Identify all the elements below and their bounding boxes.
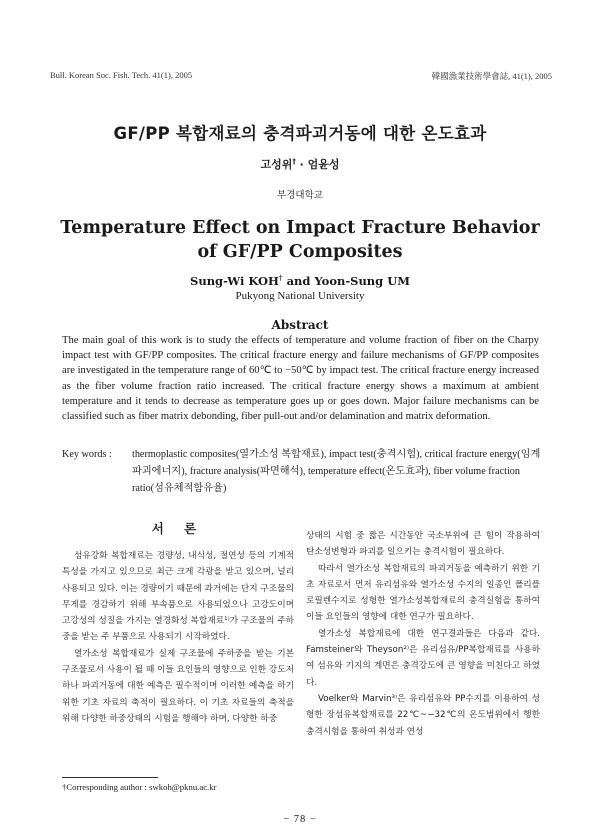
body-paragraph: 상태의 시험 중 짧은 시간동안 국소부위에 큰 힘이 작용하여 탄소성변형과 파괴를 일으키는 충격시험이 필요하다. bbox=[306, 531, 540, 558]
body-paragraph: Voelker와 Marvin³⁾은 유리섬유와 PP수지를 이용하여 성형한 장섬유복합재료를 22℃~−32℃의 온도범위에서 행한 충격시험을 통하여 취성과 연성 bbox=[306, 693, 540, 737]
section-heading-introduction: 서 론 bbox=[151, 521, 205, 536]
paper-title-english bbox=[0, 216, 600, 264]
body-paragraph: 따라서 열가소성 복합재료의 파괴거동을 예측하기 위한 기초 자료로서 먼저 유리섬유와 열가소성 수지의 일종인 폴리플로필렌수지로 성형한 열가소성복합재료의 충격실험을 통하여 이들 요인들의 영향에 대한 연구가 필요하다. bbox=[306, 563, 540, 623]
abstract-heading: Abstract bbox=[271, 318, 329, 332]
body-paragraph: 열가소성 복합재료에 대한 연구결과들은 다음과 같다. Famsteiner와 Theyson²⁾은 유리섬유/PP복합재료를 사용하여 섬유와 기지의 계면은 충격강도에 큰 영향을 미친다고 하였다. bbox=[306, 628, 540, 688]
author-name: Yoon-Sung UM bbox=[314, 274, 410, 288]
page-number: − 78 − bbox=[283, 814, 317, 825]
journal-citation-en: Bull. Korean Soc. Fish. Tech. 41(1), 2005 bbox=[50, 70, 193, 80]
affiliation-english: Pukyong National University bbox=[235, 290, 365, 302]
author-name: 엄윤성 bbox=[307, 158, 340, 171]
author-name: Sung-Wi KOH bbox=[190, 274, 279, 288]
authors-korean bbox=[0, 156, 600, 172]
running-header bbox=[50, 70, 552, 84]
title-line: of GF/PP Composites bbox=[197, 242, 403, 262]
keywords-text: thermoplastic composites(열가소성 복합재료), impact test(충격시험), critical fracture energy(임계파괴에너지), fracture analysis(파면해석), temperature effect(온도효과), fiber volume fraction ratio(섬유체적함유율) bbox=[132, 449, 541, 494]
keywords-block bbox=[62, 446, 542, 497]
body-column-left bbox=[62, 518, 294, 727]
body-column-right bbox=[306, 528, 540, 740]
keywords-label: Key words : bbox=[62, 449, 112, 460]
footnote-corresponding-author: †Corresponding author : swkoh@pknu.ac.kr bbox=[62, 782, 217, 792]
author-name: 고성위 bbox=[260, 158, 293, 171]
abstract-text: The main goal of this work is to study the effects of temperature and volume fraction of fiber on the Charpy impact test with GF/PP composites. The critical fracture energy and failure mechanisms of GF/PP composites are investigated in the temperature range of 60℃ to −50℃ by impact test. The critical fracture energy increased as the fiber volume fraction ratio increased. The critical fracture energy shows a maximum at ambient temperature and it tends to decrease as temperature goes up or goes down. Major failure mechanisms can be classified such as fiber matrix debonding, fiber pull-out and/or delamination and matrix deformation. bbox=[62, 335, 539, 423]
corresponding-mark: † bbox=[278, 273, 283, 283]
authors-english bbox=[0, 274, 600, 288]
author-separator: · bbox=[295, 158, 308, 171]
title-line: Temperature Effect on Impact Fracture Behavior bbox=[60, 218, 540, 238]
author-conjunction: and bbox=[282, 274, 315, 288]
body-paragraph: 섬유강화 복합재료는 경량성, 내식성, 절연성 등의 기계적 특성을 가지고 있으므로 최근 크게 각광을 받고 있으며, 널리 사용되고 있다. 이는 경량이기 때문에 과거에는 단지 구조물의 무게를 경감하기 위해 부속품으로 사용되었으나 고강도이며 고강성의 성질을 가지는 열경화성 복합재료¹⁾가 구조물의 주하중을 받는 주 부품으로 사용되기 시작하였다. bbox=[62, 551, 294, 643]
footnote-divider bbox=[62, 777, 158, 778]
corresponding-mark: † bbox=[292, 157, 296, 166]
affiliation-korean: 부경대학교 bbox=[277, 190, 323, 201]
journal-citation-ko: 韓國漁業技術學會誌, 41(1), 2005 bbox=[431, 71, 552, 81]
paper-title-korean: GF/PP 복합재료의 충격파괴거동에 대한 온도효과 bbox=[113, 124, 487, 143]
body-paragraph: 열가소성 복합재료가 실제 구조물에 주하중을 받는 기본 구조물로서 사용이 될 때 이들 요인들의 영향으로 인한 강도저하나 파괴거동에 대한 예측은 필수적이며 이러한 예측을 하기 위한 기초 자료의 축적이 필요하다. 이 기초 자료들의 축적을 위해 다양한 하중상태의 시험을 행해야 하며, 다양한 하중 bbox=[62, 648, 294, 724]
